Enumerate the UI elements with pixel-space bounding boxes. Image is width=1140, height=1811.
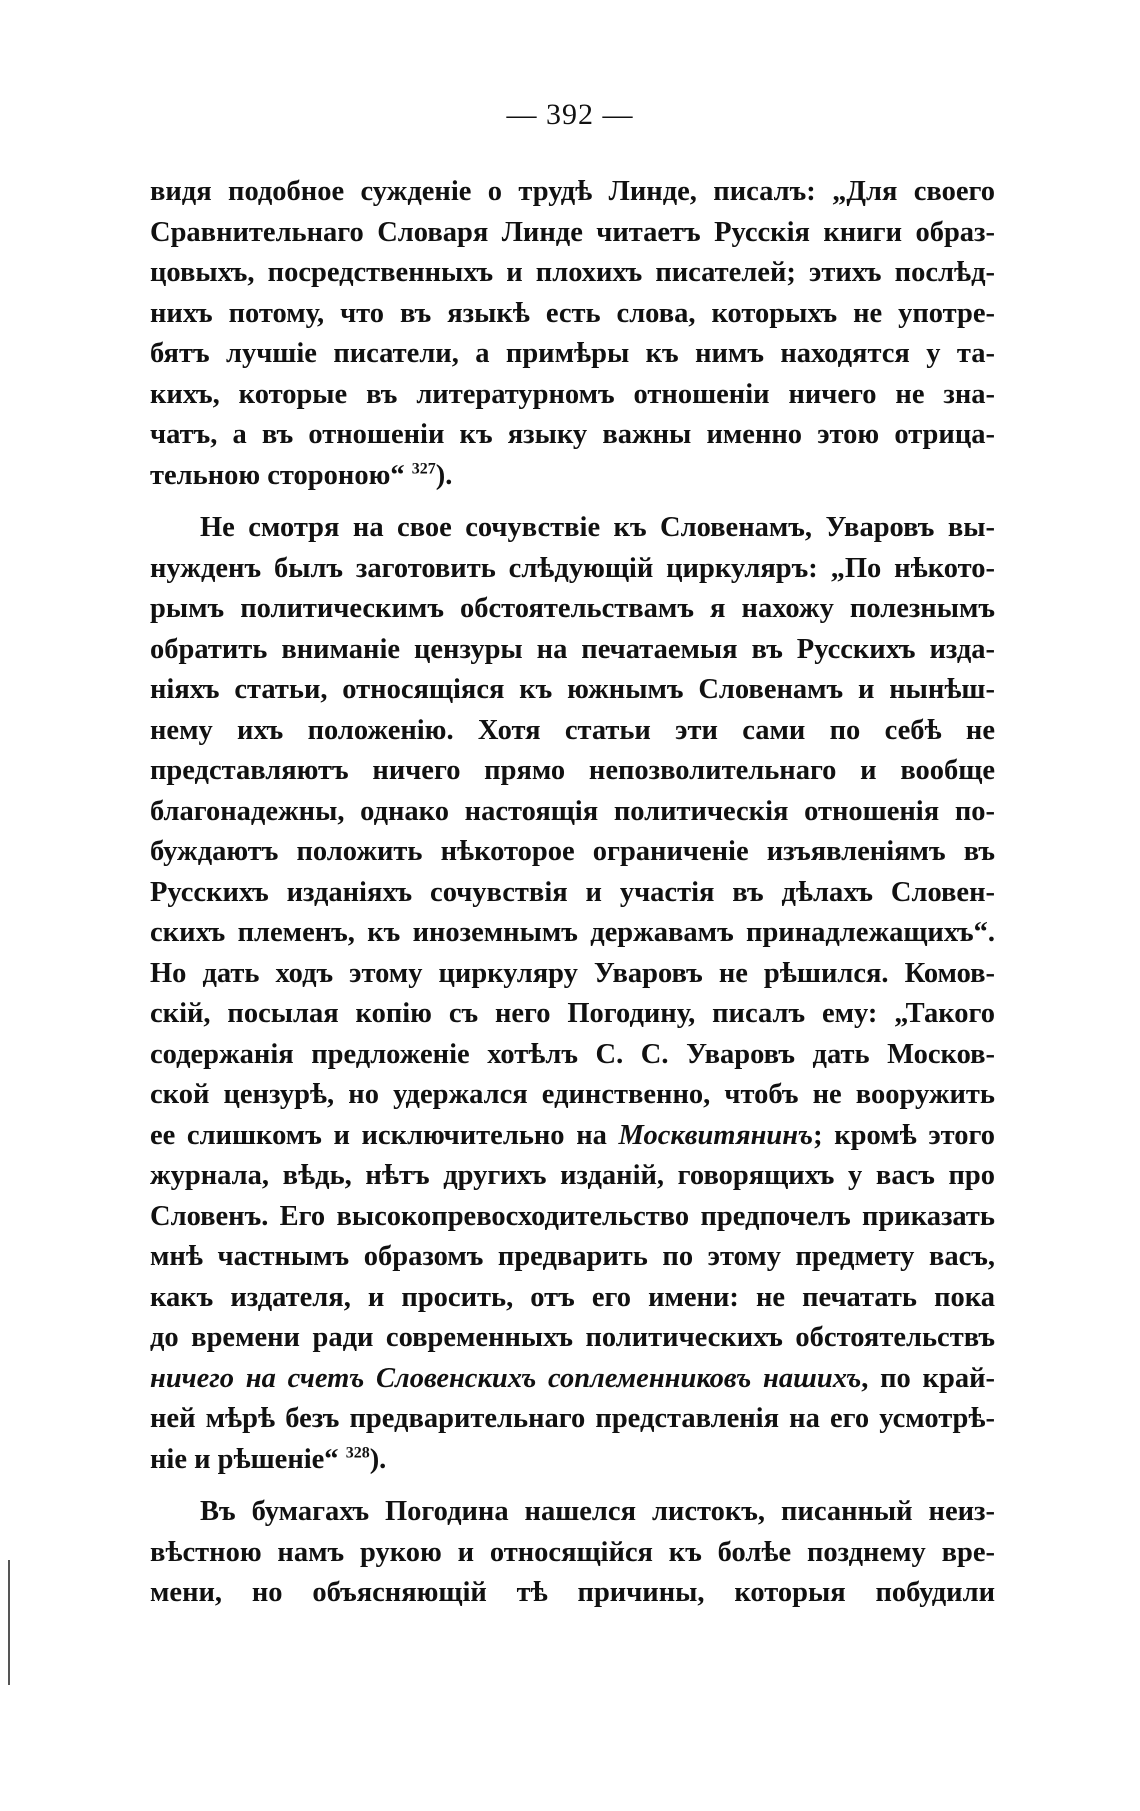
journal-title-italic: Москвитянинъ [618,1119,814,1151]
text-line: мнѣ частнымъ образомъ предварить по этому предмету васъ, [150,1241,995,1272]
text-line: кихъ, которые въ литературномъ отношеніи ничего не зна- [150,378,995,410]
text-line: скихъ племенъ, къ иноземнымъ державамъ принадлежащихъ“. [150,917,995,948]
text-line: представляютъ ничего прямо непозволительнаго и вообще [150,755,995,786]
text-line: нихъ потому, что въ языкѣ есть слова, которыхъ не употре- [150,297,995,329]
text-line [150,1359,995,1400]
text-line: мени, но объясняющій тѣ причины, которыя побудили [150,1577,995,1608]
text-fragment: ). [435,459,453,491]
paragraph-1 [150,172,995,496]
text-fragment: ніе и рѣшеніе“ [150,1443,339,1475]
text-line: Въ бумагахъ Погодина нашелся листокъ, писанный неиз- [200,1496,995,1527]
text-line: обратить вниманіе цензуры на печатаемыя въ Русскихъ изда- [150,633,995,665]
text-line: вѣстною намъ рукою и относящійся къ болѣе позднему вре- [150,1536,995,1568]
text-line [150,456,995,497]
text-line: цовыхъ, посредственныхъ и плохихъ писателей; этихъ послѣд- [150,257,995,288]
text-line: Не смотря на свое сочувствіе къ Словенамъ, Уваровъ вы- [200,512,995,543]
text-fragment: ; кромѣ этого [813,1119,995,1151]
text-line: Словенъ. Его высокопревосходительство предпочелъ приказать [150,1200,995,1232]
text-line [150,1440,995,1481]
text-line: рымъ политическимъ обстоятельствамъ я нахожу полезнымъ [150,593,995,624]
paragraph-2 [150,508,995,1480]
text-fragment: , по край- [861,1362,995,1394]
text-line: видя подобное сужденіе о трудѣ Линде, писалъ: „Для своего [150,176,995,207]
text-line: содержанія предложеніе хотѣлъ С. С. Уваровъ дать Москов- [150,1038,995,1070]
text-line: благонадежны, однако настоящія политическія отношенія по- [150,795,995,827]
text-line [150,1116,995,1157]
text-line: нему ихъ положенію. Хотя статьи эти сами по себѣ не [150,714,995,746]
text-line: ней мѣрѣ безъ предварительнаго представленія на его усмотрѣ- [150,1403,995,1434]
text-line: ской цензурѣ, но удержался единственно, чтобъ не вооружить [150,1079,995,1110]
text-line: Но дать ходъ этому циркуляру Уваровъ не рѣшился. Комов- [150,957,995,989]
body-text [150,172,995,1614]
footnote-reference: 327 [411,460,436,477]
text-line: скій, посылая копію съ него Погодину, писалъ ему: „Такого [150,998,995,1029]
footnote-reference: 328 [345,1444,370,1461]
text-line: до времени ради современныхъ политическихъ обстоятельствъ [150,1322,995,1353]
scan-edge-mark [8,1560,10,1685]
text-line: ніяхъ статьи, относящіяся къ южнымъ Словенамъ и нынѣш- [150,674,995,705]
text-fragment: ). [369,1443,387,1475]
paragraph-3 [150,1492,995,1614]
text-line: нужденъ былъ заготовить слѣдующій циркуляръ: „По нѣкото- [150,552,995,584]
text-line: журнала, вѣдь, нѣтъ другихъ изданій, говорящихъ у васъ про [150,1160,995,1191]
text-line: буждаютъ положить нѣкоторое ограниченіе изъявленіямъ въ [150,836,995,867]
text-line: чатъ, а въ отношеніи къ языку важны именно этою отрица- [150,419,995,450]
text-fragment: тельною стороною“ [150,459,405,491]
emphasis-italic: ничего на счетъ Словенскихъ соплеменниковъ нашихъ [150,1362,862,1394]
text-line: Сравнительнаго Словаря Линде читаетъ Русскія книги образ- [150,216,995,248]
text-line: Русскихъ изданіяхъ сочувствія и участія въ дѣлахъ Словен- [150,876,995,908]
text-fragment: ее слишкомъ и исключительно на [150,1119,619,1151]
page-number: — 392 — [506,98,634,131]
text-line: бятъ лучшіе писатели, а примѣры къ нимъ находятся у та- [150,338,995,369]
text-line: какъ издателя, и просить, отъ его имени: не печатать пока [150,1281,995,1313]
